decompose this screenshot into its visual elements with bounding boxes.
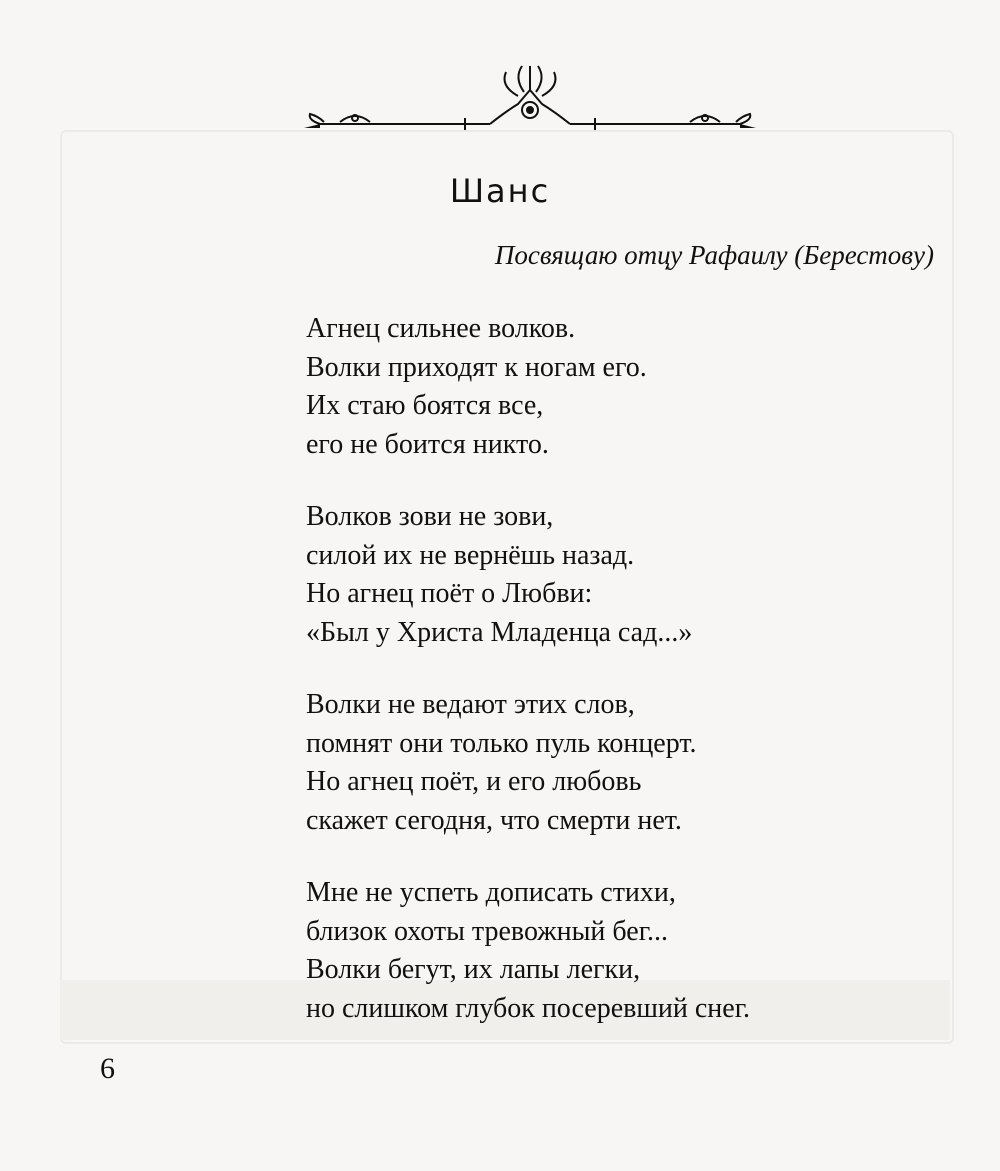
- poem-line: близок охоты тревожный бег...: [306, 915, 669, 947]
- stanza: [306, 874, 956, 1028]
- poem-line: Волки бегут, их лапы легки,: [306, 954, 641, 985]
- poem-line: Агнец сильнее волков.: [306, 313, 576, 344]
- poem-line: Волки приходят к ногам его.: [306, 351, 647, 383]
- poem-line: силой их не вернёшь назад.: [306, 539, 635, 571]
- poem-line: Их стаю боятся все,: [306, 390, 544, 421]
- poem-line: его не боится никто.: [306, 428, 549, 460]
- poem-line: Волки не ведают этих слов,: [306, 689, 635, 720]
- stanza: [306, 498, 956, 652]
- poem-body: [306, 310, 956, 1062]
- stanza: [306, 686, 956, 840]
- poem-line: Но агнец поёт о Любви:: [306, 578, 593, 609]
- poem-line: Волков зови не зови,: [306, 501, 554, 532]
- poem-title: Шанс: [449, 172, 551, 210]
- poem-line: скажет сегодня, что смерти нет.: [306, 804, 682, 836]
- poem-line: но слишком глубок посеревший снег.: [306, 992, 751, 1024]
- stanza: [306, 310, 956, 464]
- poem-line: Но агнец поёт, и его любовь: [306, 766, 642, 797]
- page-number: 6: [100, 1052, 115, 1085]
- poem-line: Мне не успеть дописать стихи,: [306, 877, 676, 908]
- poem-line: «Был у Христа Младенца сад...»: [306, 616, 693, 648]
- poem-line: помнят они только пуль концерт.: [306, 727, 697, 759]
- poem-dedication: Посвящаю отцу Рафаилу (Берестову): [494, 240, 934, 270]
- decorative-headpiece-icon: [300, 60, 760, 140]
